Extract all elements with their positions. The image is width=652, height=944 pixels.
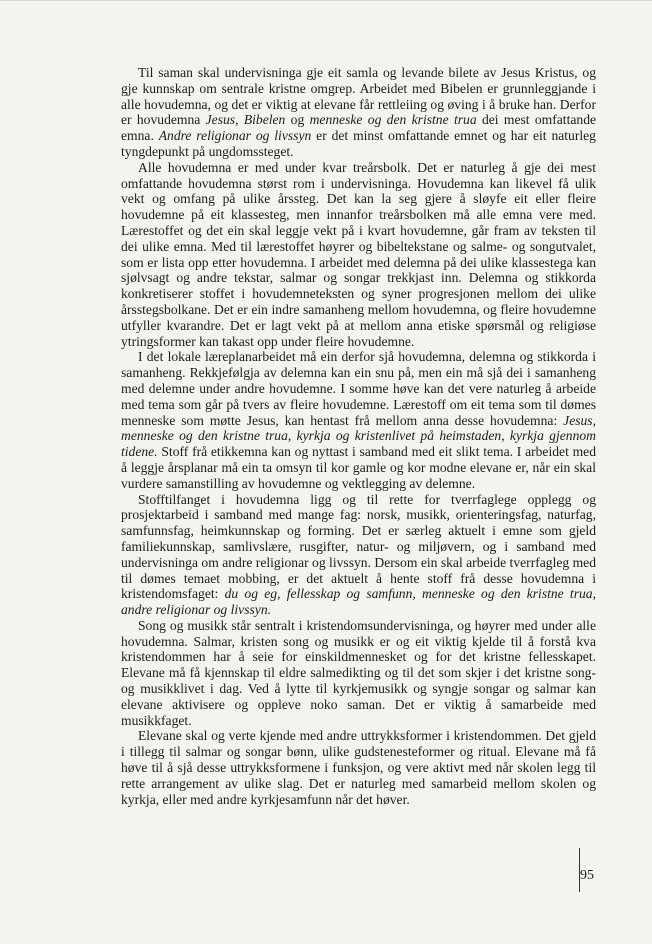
text-run: Stoff frå etikkemna kan og nyttast i samband med eit slikt tema. I arbeidet med å leggje årsplanar må ein ta omsyn til kor gamle og kor modne elevane er, når ein skal vurdere samanstilling av hovudemne og vektlegging av delemne. bbox=[121, 444, 596, 491]
italic-run: menneske og den kristne trua bbox=[309, 112, 477, 128]
text-run: I det lokale læreplanarbeidet må ein derfor sjå hovudemna, delemna og stikkorda i samanheng. Rekkjefølgja av delemna kan ein snu på, men ein må sjå dei i samanheng med delemne under andre hovudemne. I somme høve kan det vere naturleg å arbeide med tema som går på tvers av fleire hovudemne. Lærestoff om eit tema som til dømes menneske som møtte Jesus, kan hentast frå mellom anna desse hovudemna: bbox=[121, 349, 596, 428]
italic-run: Jesus, menneske og den kristne trua, kyrkja og kristenlivet på heimstaden, kyrkja gjennom tidene. bbox=[121, 412, 596, 460]
text-run: Til saman skal undervisninga gje eit samla og levande bilete av Jesus Kristus, og gje kunnskap om sentrale kristne omgrep. Arbeidet med Bibelen er grunnleggjande i alle hovudemna, og det er viktig at elevane får rettleiing og øving i å bruke han. Derfor er hovudemna bbox=[121, 65, 596, 128]
text-run: dei mest omfattande emna. bbox=[121, 112, 597, 144]
text-run: , bbox=[235, 112, 244, 128]
paragraph bbox=[121, 349, 596, 491]
italic-run: Jesus bbox=[205, 112, 236, 128]
text-run: og bbox=[285, 112, 310, 128]
paragraph bbox=[121, 728, 596, 807]
paragraph bbox=[121, 492, 596, 618]
text-run: Elevane skal og verte kjende med andre uttrykksformer i kristendommen. Det gjeld i tillegg til salmar og songar bønn, ulike gudstenesteformer og ritual. Elevane må få høve til å sjå desse uttrykksformene i funksjon, og vere aktivt med når skolen legg til rette arrangement av ulike slag. Det er naturleg med samarbeid mellom skolen og kyrkja, eller med andre kyrkjesamfunn når det høver. bbox=[121, 728, 596, 807]
italic-run: du og eg, fellesskap og samfunn, menneske og den kristne trua, andre religionar og livssyn. bbox=[121, 586, 596, 618]
body-text bbox=[121, 65, 596, 807]
paragraph bbox=[121, 160, 596, 350]
text-run: Song og musikk står sentralt i kristendomsundervisninga, og høyrer med under alle hovudemna. Salmar, kristen song og musikk er og eit viktig kjelde til å forstå kva kristendommen har å seie for einskildmennesket og for det kristne fellesskapet. Elevane må få kjennskap til eldre salmedikting og til det som skjer i det kristne song- og musikklivet i dag. Ved å lytte til kyrkjemusikk og syngje songar og salmar kan elevane aktivisere og oppleve noko saman. Det er viktig å samarbeide med musikkfaget. bbox=[121, 617, 596, 728]
text-run: Stofftilfanget i hovudemna ligg og til rette for tverrfaglege opplegg og prosjektarbeid i samband med mange fag: norsk, musikk, orienteringsfag, naturfag, samfunnsfag, heimkunnskap og forming. Det er særleg aktuelt i emne som gjeld familiekunnskap, samlivslære, rusgifter, natur- og miljøvern, og i samband med undervisninga om andre religionar og livssyn. Dersom ein skal arbeide tverrfagleg med til dømes temaet mobbing, er det aktuelt å hente stoff frå desse hovudemna i kristendomsfaget: bbox=[121, 491, 596, 602]
italic-run: Bibelen bbox=[243, 112, 286, 128]
paragraph bbox=[121, 65, 596, 160]
text-run: er det minst omfattande emnet og har eit naturleg tyngdepunkt på ungdomssteget. bbox=[121, 128, 596, 159]
paragraph bbox=[121, 618, 596, 729]
italic-run: Andre religionar og livssyn bbox=[158, 128, 312, 144]
page-number: 95 bbox=[580, 868, 594, 883]
text-run: Alle hovudemna er med under kvar treårsbolk. Det er naturleg å gje dei mest omfattande hovudemna størst rom i undervisninga. Hovudemna kan likevel få ulik vekt og omfang på ulike årssteg. Det kan la seg gjere å sløyfe eit eller fleire hovudemne på eit klassesteg, men innanfor treårsbolken må alle emna vere med. Lærestoffet og det ein skal leggje vekt på i kvart hovudemne, går fram av teksten til dei ulike emna. Med til lærestoffet høyrer og bibeltekstane og salme- og songutvalet, som er lista opp etter hovudemna. I arbeidet med delemna på dei ulike klassestega kan sjølvsagt og andre tekstar, salmar og songar trekkjast inn. Delemna og stikkorda konkretiserer stoffet i hovudemneteksten og syner progresjonen mellom dei ulike årsstegsbolkane. Det er ein indre samanheng mellom hovudemna, og fleire hovudemne utfyller kvarandre. Det er lagt vekt på at mellom anna etiske spørsmål og religiøse ytringsformer kan takast opp under fleire hovudemne. bbox=[121, 159, 596, 349]
